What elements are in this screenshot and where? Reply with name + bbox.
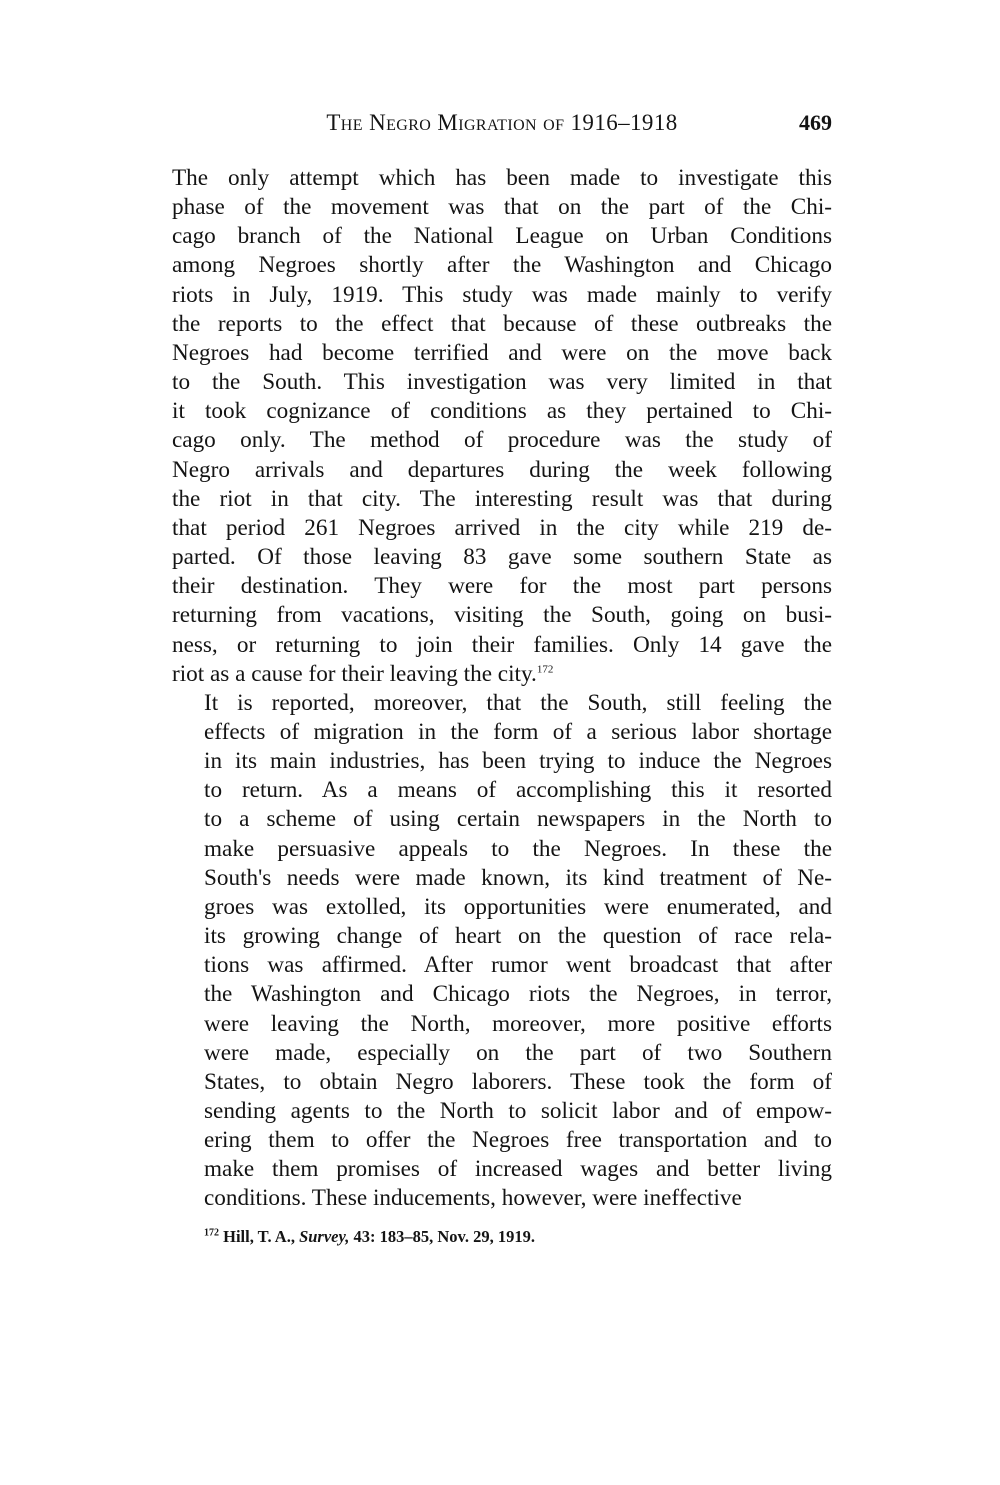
footnote-author: Hill, T. A., [223,1227,295,1246]
text-line: ering them to offer the Negroes free transportation and to [204,1127,832,1154]
text-line: were leaving the North, moreover, more positive efforts [204,1010,832,1037]
text-line: make persuasive appeals to the Negroes. In these the [204,835,832,862]
text-line: the Washington and Chicago riots the Negroes, in terror, [204,981,832,1008]
text-line: The only attempt which has been made to investigate this [172,165,832,191]
text-line: to the South. This investigation was very limited in that [172,369,832,396]
running-head [172,110,832,144]
footnote [204,1226,832,1248]
footnote-source: Survey, [299,1227,350,1246]
running-title: The Negro Migration of 1916–1918 [326,110,678,135]
text-line: conditions. These inducements, however, were ineffective [204,1185,742,1212]
text-line: riot as a cause for their leaving the city.$^{172}$ [172,660,554,687]
text-line: were made, especially on the part of two Southern [204,1039,832,1066]
text-line: States, to obtain Negro laborers. These took the form of [204,1068,832,1095]
text-line: ness, or returning to join their families. Only 14 gave the [172,631,832,658]
text-line: their destination. They were for the most part persons [172,573,832,600]
text-line: to return. As a means of accomplishing this it resorted [204,777,832,804]
paragraph [172,689,832,1214]
text-line: in its main industries, has been trying to induce the Negroes [204,748,832,775]
text-line: groes was extolled, its opportunities were enumerated, and [204,893,832,920]
text-line: among Negroes shortly after the Washington and Chicago [172,252,832,279]
text-line: its growing change of heart on the question of race rela- [204,923,832,950]
text-line: cago branch of the National League on Urban Conditions [172,223,832,250]
text-line: make them promises of increased wages and better living [204,1156,832,1183]
text-line: phase of the movement was that on the part of the Chi- [172,194,832,221]
text-line: that period 261 Negroes arrived in the city while 219 de- [172,514,832,541]
text-line: the riot in that city. The interesting result was that during [172,485,832,512]
text-line: parted. Of those leaving 83 gave some southern State as [172,544,832,571]
text-line: effects of migration in the form of a serious labor shortage [204,718,832,745]
page-number: 469 [799,110,832,135]
text-line: tions was affirmed. After rumor went broadcast that after [204,952,832,979]
text-line: to a scheme of using certain newspapers in the North to [204,806,832,833]
text-line: Negro arrivals and departures during the week following [172,456,832,483]
footnote-citation: 43: 183–85, Nov. 29, 1919. [353,1227,535,1246]
footnote-reference[interactable]: 172 [536,662,554,675]
text-line: returning from vacations, visiting the South, going on busi- [172,602,832,629]
body-text [172,164,832,1214]
text-line: Negroes had become terrified and were on the move back [172,339,832,366]
text-line: It is reported, moreover, that the South, still feeling the [204,689,832,716]
text-line: it took cognizance of conditions as they pertained to Chi- [172,398,832,425]
text-line: riots in July, 1919. This study was made mainly to verify [172,281,832,308]
text-line: the reports to the effect that because of these outbreaks the [172,310,832,337]
text-line: sending agents to the North to solicit labor and of empow- [204,1098,832,1124]
footnote-number: 172 [204,1227,219,1239]
text-line: cago only. The method of procedure was the study of [172,427,832,454]
paragraph [172,164,832,689]
text-line: South's needs were made known, its kind treatment of Ne- [204,864,832,891]
